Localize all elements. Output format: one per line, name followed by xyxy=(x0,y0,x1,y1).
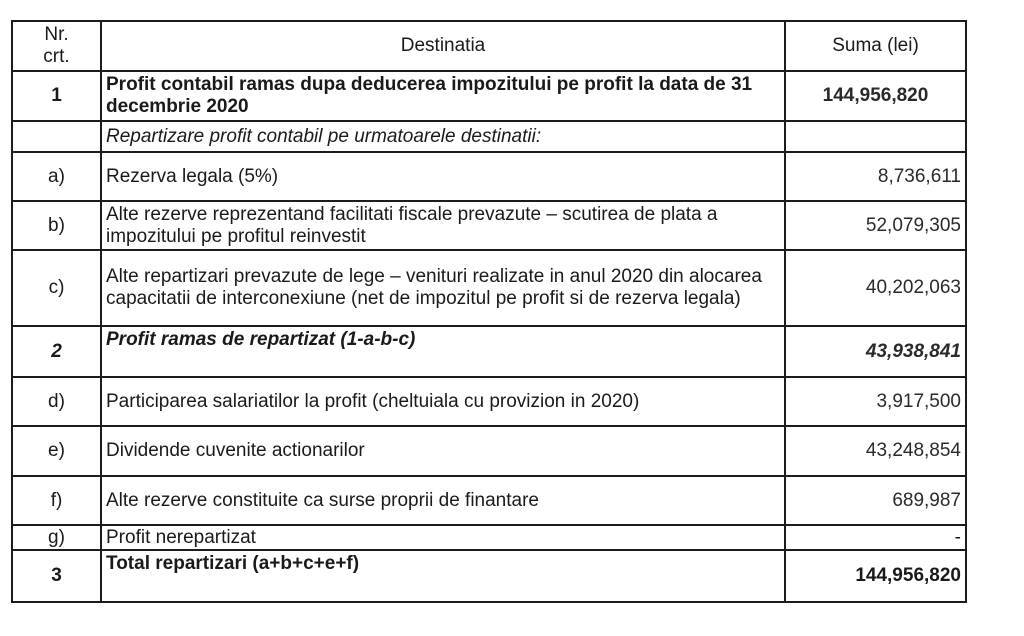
table-row-d xyxy=(12,377,966,426)
row-destination: Profit ramas de repartizat (1-a-b-c) xyxy=(101,326,785,377)
header-destination: Destinatia xyxy=(101,21,785,71)
row-nr: b) xyxy=(12,201,101,250)
row-nr: d) xyxy=(12,377,101,426)
table-row-3-total xyxy=(12,550,966,602)
row-amount: 689,987 xyxy=(785,476,966,525)
row-destination: Profit contabil ramas dupa deducerea impozitului pe profit la data de 31 decembrie 2020 xyxy=(101,71,785,121)
row-amount: 3,917,500 xyxy=(785,377,966,426)
table-row-g xyxy=(12,525,966,550)
row-nr: 3 xyxy=(12,550,101,602)
row-nr: g) xyxy=(12,525,101,550)
header-amount: Suma (lei) xyxy=(785,21,966,71)
row-amount: 144,956,820 xyxy=(785,550,966,602)
table-row-e xyxy=(12,426,966,476)
row-amount: - xyxy=(785,525,966,550)
table-row-a xyxy=(12,152,966,201)
row-amount: 43,248,854 xyxy=(785,426,966,476)
row-nr: c) xyxy=(12,250,101,326)
row-destination: Alte repartizari prevazute de lege – venituri realizate in anul 2020 din alocarea capacitatii de interconexiune (net de impozitul pe profit si de rezerva legala) xyxy=(101,250,785,326)
header-nr-line2: crt. xyxy=(43,46,70,67)
row-amount: 43,938,841 xyxy=(785,326,966,377)
table-row-subheading xyxy=(12,121,966,152)
row-nr: a) xyxy=(12,152,101,201)
row-nr: f) xyxy=(12,476,101,525)
row-amount: 8,736,611 xyxy=(785,152,966,201)
row-destination: Total repartizari (a+b+c+e+f) xyxy=(101,550,785,602)
row-destination: Repartizare profit contabil pe urmatoarele destinatii: xyxy=(101,121,785,152)
row-nr: 1 xyxy=(12,71,101,121)
header-nr-line1: Nr. xyxy=(44,24,69,45)
table-row-f xyxy=(12,476,966,525)
row-nr xyxy=(12,121,101,152)
table-row-2 xyxy=(12,326,966,377)
header-nr-crt xyxy=(12,21,101,71)
table-row-c xyxy=(12,250,966,326)
row-destination: Alte rezerve constituite ca surse proprii de finantare xyxy=(101,476,785,525)
row-amount: 144,956,820 xyxy=(785,71,966,121)
row-amount: 52,079,305 xyxy=(785,201,966,250)
row-destination: Alte rezerve reprezentand facilitati fiscale prevazute – scutirea de plata a impozitului pe profitul reinvestit xyxy=(101,201,785,250)
table-header-row xyxy=(12,21,966,71)
row-destination: Participarea salariatilor la profit (cheltuiala cu provizion in 2020) xyxy=(101,377,785,426)
row-destination: Rezerva legala (5%) xyxy=(101,152,785,201)
table-row-b xyxy=(12,201,966,250)
profit-distribution-table xyxy=(11,20,967,603)
row-destination: Dividende cuvenite actionarilor xyxy=(101,426,785,476)
row-amount: 40,202,063 xyxy=(785,250,966,326)
row-nr: 2 xyxy=(12,326,101,377)
row-nr: e) xyxy=(12,426,101,476)
table-row-1 xyxy=(12,71,966,121)
row-amount xyxy=(785,121,966,152)
row-destination: Profit nerepartizat xyxy=(101,525,785,550)
